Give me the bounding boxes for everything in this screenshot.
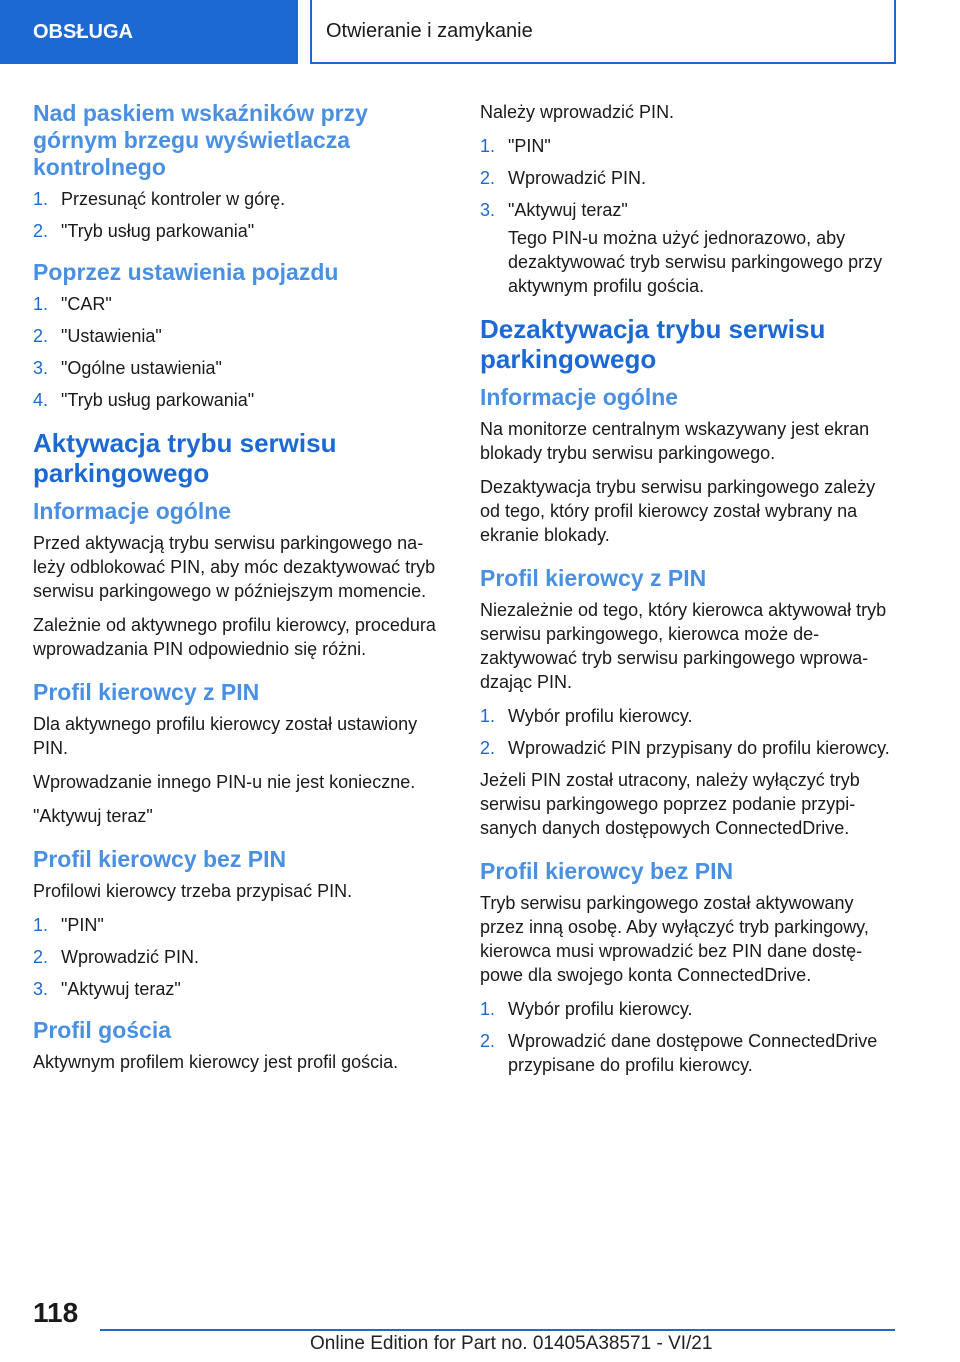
list-item: 4. "Tryb usług parkowania": [33, 390, 255, 410]
list-item: 1. Przesunąć kontroler w górę.: [33, 189, 286, 209]
paragraph: Jeżeli PIN został utracony, należy wyłączyć tryb serwisu parkingowego poprzez podanie przypisanych danych dostępowych ConnectedDrive.: [480, 770, 860, 838]
paragraph: Przed aktywacją trybu serwisu parkingowego należy odblokować PIN, aby móc dezaktywować tryb serwisu parkingowego w późniejszym momencie.: [33, 533, 436, 601]
list-item-note: Tego PIN-u można użyć jednorazowo, aby dezaktywować tryb serwisu parkingowego przy aktywnym profilu gościa.: [508, 228, 883, 296]
left-column: [33, 100, 446, 1084]
chapter-title: Otwieranie i zamykanie: [310, 0, 896, 64]
paragraph: Niezależnie od tego, który kierowca aktywował tryb serwisu parkingowego, kierowca może dezaktywować tryb serwisu parkingowego wprowadzając PIN.: [480, 600, 887, 692]
list-item: 2. "Tryb usług parkowania": [33, 221, 255, 241]
heading-profile-without-pin: Profil kierowcy bez PIN: [480, 858, 734, 884]
paragraph: Aktywnym profilem kierowcy jest profil gościa.: [33, 1052, 399, 1072]
paragraph: Należy wprowadzić PIN.: [480, 102, 675, 122]
list-item: 3. "Aktywuj teraz": [33, 979, 181, 999]
right-column: [480, 100, 896, 1085]
list-item: 1. "PIN": [480, 136, 551, 156]
heading-profile-without-pin: Profil kierowcy bez PIN: [33, 846, 287, 872]
page-number: 118: [33, 1297, 79, 1328]
list-item: 2. Wprowadzić PIN przypisany do profilu kierowcy.: [480, 738, 890, 758]
paragraph: Profilowi kierowcy trzeba przypisać PIN.: [33, 881, 353, 901]
edition-note: Online Edition for Part no. 01405A38571 - VI/21: [310, 1333, 713, 1354]
heading-top-bar: Nad paskiem wskaźników przy górnym brzegu wyświetlacza kontrolnego: [33, 100, 368, 180]
paragraph: Dla aktywnego profilu kierowcy został ustawiony PIN.: [33, 714, 418, 758]
heading-general-info: Informacje ogólne: [480, 384, 679, 410]
paragraph: Wprowadzanie innego PIN-u nie jest konieczne.: [33, 772, 416, 792]
list-top-bar: [33, 187, 446, 243]
list-profile-without-pin: [480, 997, 896, 1077]
list-item: 1. Wybór profilu kierowcy.: [480, 706, 693, 726]
paragraph: Na monitorze centralnym wskazywany jest ekran blokady trybu serwisu parkingowego.: [480, 419, 870, 463]
list-profile-without-pin: [33, 913, 446, 1001]
list-item: 1. Wybór profilu kierowcy.: [480, 999, 693, 1019]
section-tab: OBSŁUGA: [0, 0, 298, 64]
list-item: 1. "PIN": [33, 915, 104, 935]
page-header: [0, 0, 960, 66]
footer-divider: [100, 1329, 895, 1331]
heading-vehicle-settings: Poprzez ustawienia pojazdu: [33, 259, 339, 285]
paragraph: Tryb serwisu parkingowego został aktywowany przez inną osobę. Aby wyłączyć tryb parkingowy, kierowca musi wprowadzić bez PIN dane dostępowe dla swojego konta ConnectedDrive.: [480, 893, 869, 985]
paragraph: "Aktywuj teraz": [33, 806, 153, 826]
paragraph: Zależnie od aktywnego profilu kierowcy, procedura wprowadzania PIN odpowiednio się różni.: [33, 615, 436, 659]
heading-activation: Aktywacja trybu serwisu parkingowego: [33, 428, 337, 488]
list-enter-pin: [480, 134, 896, 298]
heading-deactivation: Dezaktywacja trybu serwisu parkingowego: [480, 314, 826, 374]
list-item: 3. "Aktywuj teraz" Tego PIN-u można użyć jednorazowo, aby dezaktywować tryb serwisu parkingowego przy aktywnym profilu gościa.: [480, 198, 896, 298]
list-item: 2. "Ustawienia": [33, 326, 162, 346]
heading-profile-with-pin: Profil kierowcy z PIN: [480, 565, 707, 591]
list-item: 2. Wprowadzić PIN.: [33, 947, 200, 967]
list-profile-with-pin: [480, 704, 896, 760]
paragraph: Dezaktywacja trybu serwisu parkingowego zależy od tego, który profil kierowcy został wybrany na ekranie blokady.: [480, 477, 876, 545]
heading-profile-with-pin: Profil kierowcy z PIN: [33, 679, 260, 705]
heading-general-info: Informacje ogólne: [33, 498, 232, 524]
list-item: 1. "CAR": [33, 294, 112, 314]
list-item: 2. Wprowadzić PIN.: [480, 168, 647, 188]
list-item: 2. Wprowadzić dane dostępowe ConnectedDrive przypisane do profilu kierowcy.: [480, 1031, 878, 1075]
heading-guest-profile: Profil gościa: [33, 1017, 172, 1043]
list-item: 3. "Ogólne ustawienia": [33, 358, 222, 378]
list-vehicle-settings: [33, 292, 446, 412]
